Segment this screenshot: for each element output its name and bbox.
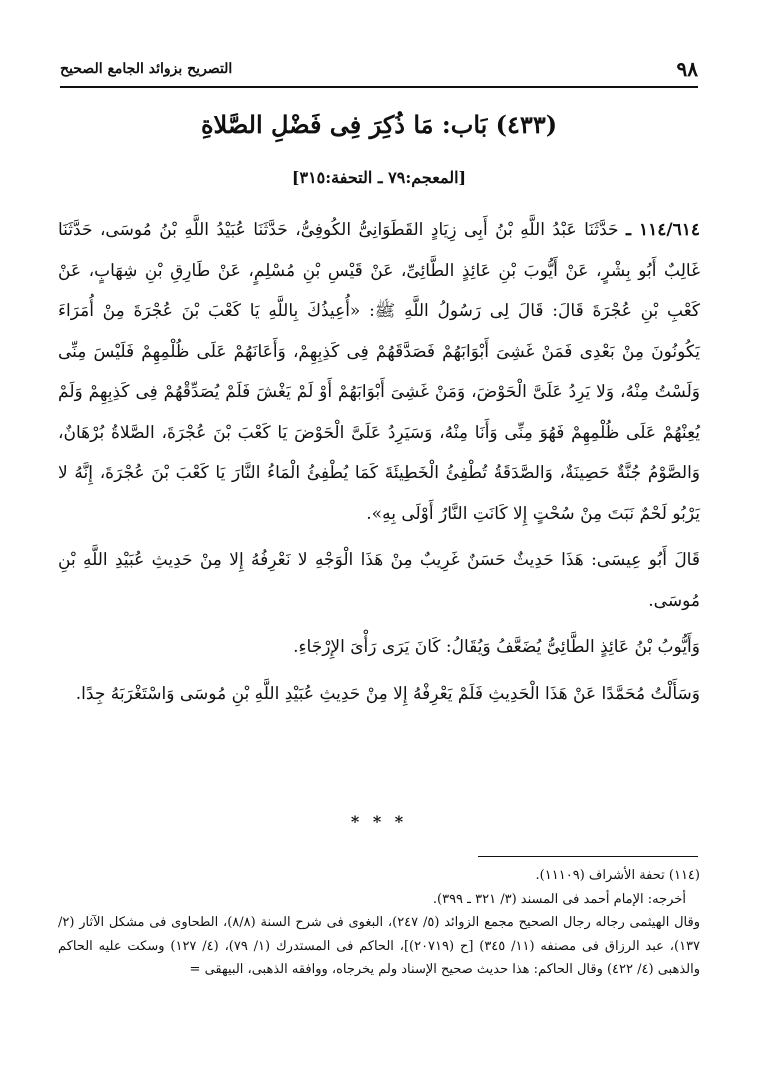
running-title: التصريح بزوائد الجامع الصحيح	[60, 61, 233, 77]
footnote-line: وقال الهيثمى رجاله رجال الصحيح مجمع الزوائد (٥/ ٢٤٧)، البغوى فى شرح السنة (٨/٨)، الطحاوى فى مشكل الآثار (٢/ ١٣٧)، عبد الرزاق فى مصنفه (١١/ ٣٤٥) [ح (٢٠٧١٩)]، الحاكم فى المستدرك (١/ ٧٩)، (٤/ ١٢٧) وسكت عليه الحاكم والذهبى (٤/ ٤٢٢) وقال الحاكم: هذا حديث صحيح الإسناد ولم يخرجاه، ووافقه الذهبى، البيهقى =	[58, 915, 701, 977]
commentary-paragraph: قَالَ أَبُو عِيسَى: هَذَا حَدِيثٌ حَسَنٌ غَرِيبٌ مِنْ هَذَا الْوَجْهِ لا نَعْرِفُهُ إِلا مِنْ حَدِيثِ عُبَيْدِ اللَّهِ بْنِ مُوسَى.	[58, 550, 700, 611]
main-text	[58, 210, 700, 714]
commentary-paragraph: وَأَيُّوبُ بْنُ عَائِذٍ الطَّائِىُّ يُضَعَّفُ وَيُقَالُ: كَانَ يَرَى رَأْىَ الإِرْجَاءِ.	[293, 637, 700, 657]
hadith-number: ١١٤/٦١٤ ـ	[626, 220, 701, 240]
footnote-line: (١١٤) تحفة الأشراف (١١١٠٩).	[535, 868, 700, 883]
footnote-divider	[478, 856, 698, 857]
footnotes	[58, 864, 700, 982]
chapter-reference: [المعجم:٧٩ ـ التحفة:٣١٥]	[291, 168, 467, 187]
section-separator: * * *	[350, 812, 408, 831]
hadith-paragraph	[58, 210, 700, 534]
chapter-title: (٤٣٣) بَاب: مَا ذُكِرَ فِى فَضْلِ الصَّلاةِ	[200, 110, 558, 139]
commentary-paragraph: وَسَأَلْتُ مُحَمَّدًا عَنْ هَذَا الْحَدِيثِ فَلَمْ يَعْرِفْهُ إِلا مِنْ حَدِيثِ عُبَيْدِ اللَّهِ بْنِ مُوسَى وَاسْتَغْرَبَهُ جِدًا.	[75, 683, 700, 704]
hadith-text: حَدَّثَنَا عَبْدُ اللَّهِ بْنُ أَبِى زِيَادٍ القَطَوَانِىُّ الكُوفِىُّ، حَدَّثَنَا عُبَيْدُ اللَّهِ بْنُ مُوسَى، حَدَّثَنَا غَالِبٌ أَبُو بِشْرٍ، عَنْ أَيُّوبَ بْنِ عَائِذٍ الطَّائِىِّ، عَنْ قَيْسِ بْنِ مُسْلِمٍ، عَنْ طَارِقِ بْنِ شِهَابٍ، عَنْ كَعْبِ بْنِ عُجْرَةَ قَالَ: قَالَ لِى رَسُولُ اللَّهِ ﷺ: «أُعِيذُكَ بِاللَّهِ يَا كَعْبَ بْنَ عُجْرَةَ مِنْ أُمَرَاءَ يَكُونُونَ مِنْ بَعْدِى فَمَنْ غَشِىَ أَبْوَابَهُمْ فَصَدَّقَهُمْ فِى كَذِبِهِمْ، وَأَعَانَهُمْ عَلَى ظُلْمِهِمْ فَلَيْسَ مِنِّى وَلَسْتُ مِنْهُ، وَلا يَرِدُ عَلَىَّ الْحَوْضَ، وَمَنْ غَشِىَ أَبْوَابَهُمْ أَوْ لَمْ يَغْشَ فَلَمْ يُصَدِّقْهُمْ فِى كَذِبِهِمْ وَلَمْ يُعِنْهُمْ عَلَى ظُلْمِهِمْ فَهُوَ مِنِّى وَأَنَا مِنْهُ، وَسَيَرِدُ عَلَىَّ الْحَوْضَ يَا كَعْبَ بْنَ عُجْرَةَ، الصَّلاةُ بُرْهَانٌ، وَالصَّوْمُ جُنَّةٌ حَصِينَةٌ، وَالصَّدَقَةُ تُطْفِئُ الْخَطِيئَةَ كَمَا يُطْفِئُ الْمَاءُ النَّارَ يَا كَعْبَ بْنَ عُجْرَةَ، إِنَّهُ لا يَرْبُو لَحْمٌ نَبَتَ مِنْ سُحْتٍ إِلا كَانَتِ النَّارُ أَوْلَى بِهِ».	[58, 220, 700, 524]
page-header	[60, 52, 698, 88]
footnote-line: أخرجه: الإمام أحمد فى المسند (٣/ ٣٢١ ـ ٣٩٩).	[432, 891, 686, 907]
page-number: ٩٨	[676, 57, 698, 81]
